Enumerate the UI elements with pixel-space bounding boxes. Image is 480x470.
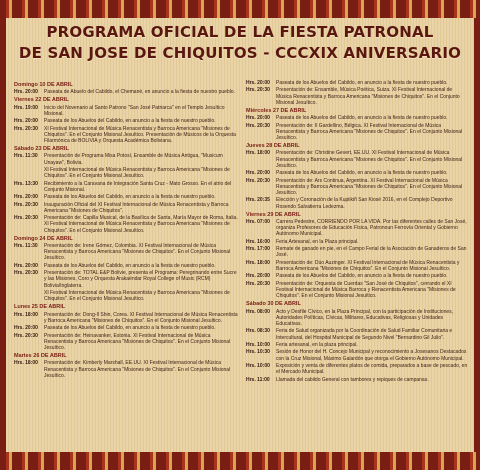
schedule-entry — [14, 270, 238, 289]
entry-description: Presentación de: Kimberly Marshall, EE.UU. XI Festival Internacional de Música Renacentista y Barroca Americana "Misiones de Chiquitos". En el Conjunto Misional Jesuítico. — [44, 360, 231, 379]
entry-time: Hrs. 20:00 — [14, 89, 38, 96]
entry-time: Hrs. 20:30 — [14, 332, 38, 339]
schedule-entry — [14, 325, 238, 331]
schedule-entry — [14, 312, 238, 324]
entry-time: Hrs. 20:30 — [246, 122, 270, 129]
poster-header — [0, 22, 480, 64]
day-heading: Sábado 23 DE ABRIL — [14, 146, 69, 153]
day-heading: Lunes 25 DE ABRIL — [14, 304, 66, 311]
schedule-entry — [14, 202, 238, 214]
entry-description: XI Festival Internacional de Música Renacentista y Barroca Americana "Misiones de Chiquitos". En el Conjunto Misional Jesuítico. — [44, 289, 230, 303]
schedule-entry — [246, 239, 468, 245]
entry-time: Hrs. 20:30 — [246, 280, 270, 287]
entry-time: Hrs. 20:00 — [14, 118, 38, 125]
entry-time: Hrs. 20:00 — [246, 170, 270, 177]
schedule-entry — [14, 263, 238, 269]
entry-description: Paseata de los Abuelos del Cabildo, en anuncio a la fiesta de nuestro pueblo. — [276, 170, 448, 177]
entry-description: Presentación de: TOTAL E&P Bolivie, presenta el Programa: Peregrinando entre Sucre y las Misiones, Coro y Orquesta Arakaëndar Royal College of Music (RCM) Bolivia/Inglaterra. — [44, 270, 237, 289]
day-heading: Viernes 29 DE ABRIL — [246, 211, 301, 218]
entry-time: Hrs. 20:00 — [246, 115, 270, 122]
schedule-entry — [14, 333, 238, 352]
entry-description: Presentación de: Capilla Musical, de la Basílica de Santa, María Mayor de Roma, Italia. XI Festival Internacional de Música Renacentista y Barroca Americana "Misiones de Chiquitos". En el Conjunto Misional Jesuítico. — [44, 215, 238, 234]
schedule-entry — [14, 89, 238, 95]
entry-time: Hrs. 10:30 — [246, 349, 270, 356]
entry-description: Presentación de: Ars Continua, Argentina. XI Festival Internacional de Música Renacentista y Barroca Americana "Misiones de Chiquitos". En el Conjunto Misional Jesuítico. — [276, 177, 463, 196]
entry-description: XI Festival Internacional de Música Renacentista y Barroca Americana "Misiones de Chiquitos". En el Conjunto Misional Jesuítico. Presentación de Músicos de la Orquesta Filarmónica de BOLIVIA y Orquesta Académica Boliviana. — [44, 125, 236, 144]
entry-description: Presentación de: Heinavanker, Estonia. XI Festival Internacional de Música Renacentista y Barroca Americana "Misiones de Chiquitos". En el Conjunto Misional Jesuítico. — [44, 332, 231, 351]
entry-time: Hrs. 20:30 — [14, 201, 38, 208]
entry-description: Inauguración Oficial del XI Festival Internacional de Música Renacentista y Barroca Americana "Misiones de Chiquitos". — [44, 201, 229, 214]
entry-time: Hrs. 20:00 — [14, 262, 38, 269]
entry-description: Carrera Pedestre, CORRIENDO POR LA VIDA. Por las diferentes calles de San José, organiza Profesores de Educación Física, Patronoun Ferrovía Oriental y Gobierno Autónomo Municipal. — [276, 219, 467, 238]
schedule-entry — [246, 309, 468, 328]
entry-description: Feria Artesanal, en la Plaza principal. — [276, 238, 359, 245]
entry-description: Elección y Coronación de la Kupiikiñ San Kiosé 2016, en el Complejo Deportivo Rosendo Salvatierra Ledezma. — [276, 197, 453, 210]
day-heading: Sábado 30 DE ABRIL — [246, 301, 301, 308]
schedule-entry — [14, 118, 238, 124]
schedule-entry — [246, 246, 468, 258]
entry-description: Presentación de: Dúo Auzinger. XI Festival Internacional de Música Renacentista y Barroca Americana "Misiones de Chiquitos". En el Conjunto Misional Jesuítico. — [276, 259, 460, 272]
schedule-entry — [246, 115, 468, 121]
entry-description: Feria artesanal, en la plaza principal. — [276, 341, 358, 348]
schedule-entry — [246, 260, 468, 272]
schedule-entry — [14, 243, 238, 262]
entry-time: Hrs. 20:00 — [246, 273, 270, 280]
schedule-entry — [14, 194, 238, 200]
entry-time: Hrs. 11:30 — [14, 242, 38, 249]
entry-time: Hrs. 20:30 — [246, 87, 270, 94]
schedule-entry — [246, 349, 468, 361]
entry-time — [14, 290, 44, 302]
entry-time: Hrs. 20:00 — [14, 194, 38, 201]
schedule-entry — [246, 377, 468, 383]
entry-time: Hrs. 17:00 — [246, 246, 270, 253]
schedule-entry — [246, 170, 468, 176]
entry-description: Paseata de los Abuelos del Cabildo, en anuncio a la fiesta de nuestro pueblo. — [44, 118, 216, 125]
entry-description: Paseata de los Abuelos del Cabildo, en anuncio a la fiesta de nuestro pueblo. — [44, 194, 216, 201]
day-heading: Domingo 24 DE ABRIL — [14, 235, 73, 242]
schedule-entry — [14, 167, 238, 179]
entry-time: Hrs. 20:30 — [14, 270, 38, 277]
schedule-entry — [14, 105, 238, 117]
entry-description: Remate de ganado en pie, en el Campo Ferial de la Asociación de Ganaderos de San José. — [276, 246, 467, 259]
schedule-right-column — [246, 80, 468, 384]
schedule-entry — [246, 150, 468, 169]
schedule-entry — [246, 281, 468, 300]
entry-time: Hrs. 13:30 — [14, 180, 38, 187]
schedule-entry — [14, 153, 238, 165]
entry-description: Exposición y venta de diferentes platos de comida, preparados a base de pescado, en el Mercado Municipal. — [276, 362, 468, 376]
decorative-band-bottom — [0, 452, 480, 470]
entry-time: Hrs. 11:00 — [246, 376, 270, 383]
entry-description: Paseata de los Abuelos del Cabildo, en anuncio a la fiesta de nuestro pueblo. — [44, 325, 216, 332]
schedule-entry — [246, 197, 468, 209]
schedule-entry — [246, 178, 468, 197]
entry-time: Hrs. 20:30 — [14, 215, 38, 222]
entry-description: Presentación de: Il Gardellino, Bélgica. XI Festival Internacional de Música Renacentista y Barroca Americana "Misiones de Chiquitos". En el Conjunto Misional Jesuítico. — [276, 122, 463, 141]
entry-time: Hrs. 18:00 — [14, 311, 38, 318]
entry-description: Presentación de: Ensamble, Música Poética, Suiza. XI Festival Internacional de Música Renacentista y Barroca Americana "Misiones de Chiquitos". En el Conjunto Misional Jesuítico. — [276, 87, 460, 106]
entry-description: Paseata de los Abuelos del Cabildo, en anuncio a la fiesta de nuestro pueblo. — [276, 273, 448, 280]
entry-time: Hrs. 20:00 — [246, 80, 270, 86]
entry-time: Hrs. 10:00 — [246, 341, 270, 348]
entry-description: Paseata de los Abuelos del Cabildo, en anuncio a la fiesta de nuestro pueblo. — [276, 80, 448, 86]
day-heading: Martes 26 DE ABRIL — [14, 353, 67, 360]
entry-description: Presentación de Programa Misa Potosí, Ensamble de Música Antigua, "Musicum Unayaw", Bolivia. — [44, 153, 223, 166]
schedule-entry — [14, 290, 238, 302]
schedule-entry — [246, 328, 468, 340]
entry-time: Hrs. 10:00 — [246, 362, 270, 369]
schedule-entry — [246, 273, 468, 279]
schedule-entry — [246, 342, 468, 348]
entry-time: Hrs. 20:00 — [14, 325, 38, 332]
entry-description: Llamada del cabildo General con tambores y repiques de campanas. — [276, 376, 429, 383]
entry-description: Presentación de: Christine Gevert, EE.UU. XI Festival Internacional de Música Renacentista y Barroca Americana "Misiones de Chiquitos". En el Conjunto Misional Jesuítico. — [276, 150, 463, 169]
entry-time: Hrs. 11:30 — [14, 153, 38, 160]
entry-time: Hrs. 18:00 — [246, 259, 270, 266]
entry-description: Paseata de Abuelo del Cabildo, el Chemané, en anuncio a la fiesta de nuestro pueblo. — [44, 89, 235, 96]
entry-description: Paseata de los Abuelos del Cabildo, en anuncio a la fiesta de nuestro pueblo. — [44, 262, 216, 269]
entry-time: Hrs. 08:00 — [246, 308, 270, 315]
entry-description: Presentación de: Orquesta de Cuerdas "San José de Chiquitos", cerrando el XI Festival Internacional de Música Barroca y Renacentista Americana "Misiones de Chiquitos". En el Conjunto Misional Jesuítico. — [276, 280, 456, 300]
title-line-2: DE SAN JOSE DE CHIQUITOS - CCCXIX ANIVERSARIO — [18, 44, 462, 62]
entry-time: Hrs. 20:30 — [246, 177, 270, 184]
schedule-left-column — [14, 80, 238, 380]
day-heading: Viernes 22 DE ABRIL — [14, 97, 69, 104]
entry-description: Acto y Desfile Cívico, en la Plaza Principal, con la participación de Instituciones, Autoridades Políticas, Cívicas, Militares, Educativas, Religiosas y Unidades Educativas. — [276, 308, 454, 327]
day-heading: Miércoles 27 DE ABRIL — [246, 108, 307, 114]
schedule-entry — [246, 363, 468, 375]
day-heading: Jueves 28 DE ABRIL — [246, 143, 300, 150]
entry-description: XI Festival Internacional de Música Renacentista y Barroca Americana "Misiones de Chiquitos". En el Conjunto Misional Jesuítico. — [44, 167, 230, 180]
entry-description: Sesión de Honor del H. Concejo Municipal y reconocimiento a Josesanos Destacados con la Cruz Misional, Máximo Galardón que otorga el Gobierno Autónomo Municipal. — [276, 349, 467, 362]
schedule-entry — [246, 219, 468, 238]
day-heading: Domingo 10 DE ABRIL — [14, 82, 73, 88]
entry-description: Feria de Salud organizada por la Coordinación de Salud Familiar Comunitaria e Intercultural, del Hospital Municipal de Segundo Nivel "Bernardino Gil Julio". — [276, 328, 453, 341]
entry-description: Inicio del Novenario al Santo Patrono "San José Patriarca" en el Templo Jesuítico Misional. — [44, 104, 225, 117]
entry-time: Hrs. 08:30 — [246, 328, 270, 335]
entry-time: Hrs. 16:00 — [246, 238, 270, 245]
entry-time: Hrs. 18:00 — [14, 360, 38, 367]
schedule-entry — [14, 126, 238, 145]
schedule-entry — [246, 123, 468, 142]
schedule-entry — [14, 215, 238, 234]
entry-time — [14, 167, 44, 179]
entry-description: Recibimiento a la Caravana de Integración Santa Cruz - Mato Grosso. En el atrio del Conjunto Misional. — [44, 180, 232, 193]
entry-description: Presentación de: Dong-Il Shin, Corea. XI Festival Internacional de Música Renacentista y Barroca Americana "Misiones de Chiquitos". En el Conjunto Misional Jesuítico. — [44, 311, 238, 324]
entry-description: Paseata de los Abuelos del Cabildo, en anuncio a la fiesta de nuestro pueblo. — [276, 115, 448, 122]
entry-time: Hrs. 19:00 — [14, 104, 38, 111]
schedule-entry — [14, 181, 238, 193]
title-line-1: PROGRAMA OFICIAL DE LA FIESTA PATRONAL — [46, 23, 434, 41]
decorative-band-top — [0, 0, 480, 18]
entry-time: Hrs. 18:00 — [246, 150, 270, 157]
entry-description: Presentación de: Irene Gómez, Colombia. XI Festival Internacional de Música Renacentista y Barroca Americana "Misiones de Chiquitos". En el Conjunto Misional Jesuítico. — [44, 242, 231, 262]
entry-time: Hrs. 20:30 — [14, 125, 38, 132]
schedule-entry — [14, 360, 238, 379]
schedule-entry — [246, 80, 468, 86]
entry-time: Hrs. 07:00 — [246, 219, 270, 225]
schedule-entry — [246, 87, 468, 106]
entry-time: Hrs. 20:35 — [246, 197, 270, 204]
